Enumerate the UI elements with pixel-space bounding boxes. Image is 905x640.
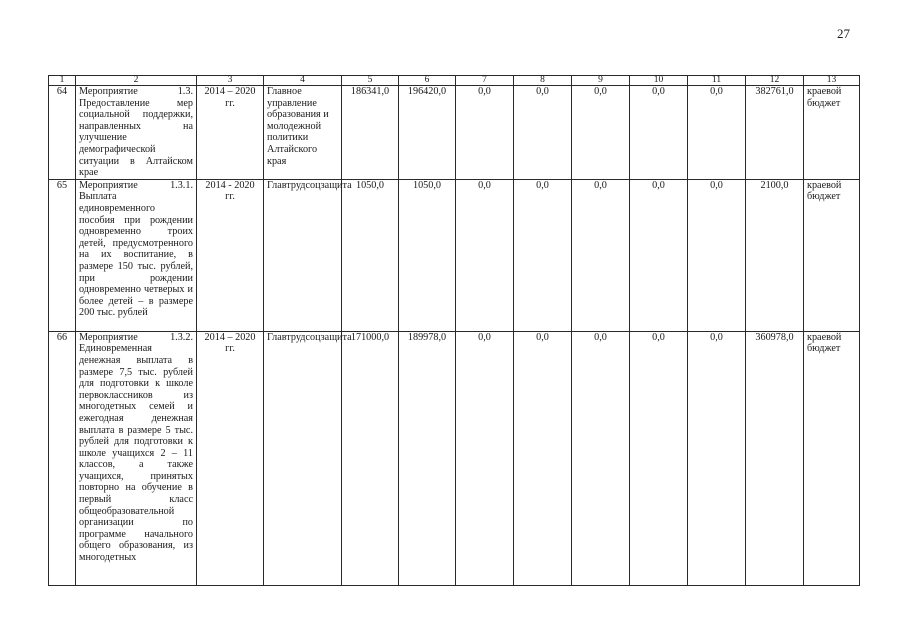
header-cell: 7 — [456, 76, 514, 86]
page-number: 27 — [837, 26, 850, 41]
value-col-6: 1050,0 — [399, 179, 456, 331]
program-activities-table — [48, 75, 860, 586]
row-number: 64 — [49, 86, 76, 180]
header-cell: 10 — [630, 76, 688, 86]
header-cell: 2 — [76, 76, 197, 86]
value-col-11: 0,0 — [688, 86, 746, 180]
value-col-12: 360978,0 — [746, 331, 804, 585]
value-col-9: 0,0 — [572, 86, 630, 180]
row-number: 65 — [49, 179, 76, 331]
header-cell: 8 — [514, 76, 572, 86]
funding-source: краевой бюджет — [804, 86, 860, 180]
value-col-9: 0,0 — [572, 331, 630, 585]
header-row — [49, 76, 860, 86]
activity-period: 2014 – 2020 гг. — [197, 331, 264, 585]
value-col-11: 0,0 — [688, 331, 746, 585]
value-col-5: 186341,0 — [342, 86, 399, 180]
value-col-6: 189978,0 — [399, 331, 456, 585]
value-col-6: 196420,0 — [399, 86, 456, 180]
value-col-7: 0,0 — [456, 179, 514, 331]
activity-description: Мероприятие 1.3.1. Выплата единовременного пособия при рождении одновременно троих детей, предусмотренного на их воспитание, в размере 150 тыс. рублей, при рождении одновременно четверых и более детей – в размере 200 тыс. рублей — [76, 179, 197, 331]
activity-description: Мероприятие 1.3. Предоставление мер социальной поддержки, направленных на улучшение демографической ситуации в Алтайском крае — [76, 86, 197, 180]
activity-executor: Главтрудсоцзащита — [264, 179, 342, 331]
value-col-10: 0,0 — [630, 86, 688, 180]
value-col-5: 1050,0 — [342, 179, 399, 331]
value-col-7: 0,0 — [456, 86, 514, 180]
value-col-11: 0,0 — [688, 179, 746, 331]
value-col-7: 0,0 — [456, 331, 514, 585]
activity-period: 2014 – 2020 гг. — [197, 86, 264, 180]
header-cell: 11 — [688, 76, 746, 86]
header-cell: 6 — [399, 76, 456, 86]
value-col-8: 0,0 — [514, 331, 572, 585]
activity-period: 2014 - 2020 гг. — [197, 179, 264, 331]
value-col-8: 0,0 — [514, 86, 572, 180]
header-cell: 13 — [804, 76, 860, 86]
value-col-5: 171000,0 — [342, 331, 399, 585]
table-row — [49, 331, 860, 585]
header-cell: 5 — [342, 76, 399, 86]
value-col-12: 382761,0 — [746, 86, 804, 180]
header-cell: 3 — [197, 76, 264, 86]
funding-source: краевой бюджет — [804, 331, 860, 585]
activity-description: Мероприятие 1.3.2. Единовременная денежная выплата в размере 7,5 тыс. рублей для подготовки к школе первоклассников из многодетных семей и ежегодная денежная выплата в размере 5 тыс. рублей для подготовки к школе учащихся 2 – 11 классов, а также учащихся, принятых повторно на обучение в первый класс общеобразовательной организации по программе начального общего образования, из многодетных — [76, 331, 197, 585]
row-number: 66 — [49, 331, 76, 585]
funding-source: краевой бюджет — [804, 179, 860, 331]
value-col-10: 0,0 — [630, 331, 688, 585]
header-cell: 12 — [746, 76, 804, 86]
activity-executor: Главное управление образования и молодежной политики Алтайского края — [264, 86, 342, 180]
value-col-12: 2100,0 — [746, 179, 804, 331]
value-col-9: 0,0 — [572, 179, 630, 331]
table-row — [49, 179, 860, 331]
header-cell: 4 — [264, 76, 342, 86]
header-cell: 9 — [572, 76, 630, 86]
value-col-10: 0,0 — [630, 179, 688, 331]
value-col-8: 0,0 — [514, 179, 572, 331]
table-row — [49, 86, 860, 180]
activity-executor: Главтрудсоцзащита — [264, 331, 342, 585]
header-cell: 1 — [49, 76, 76, 86]
